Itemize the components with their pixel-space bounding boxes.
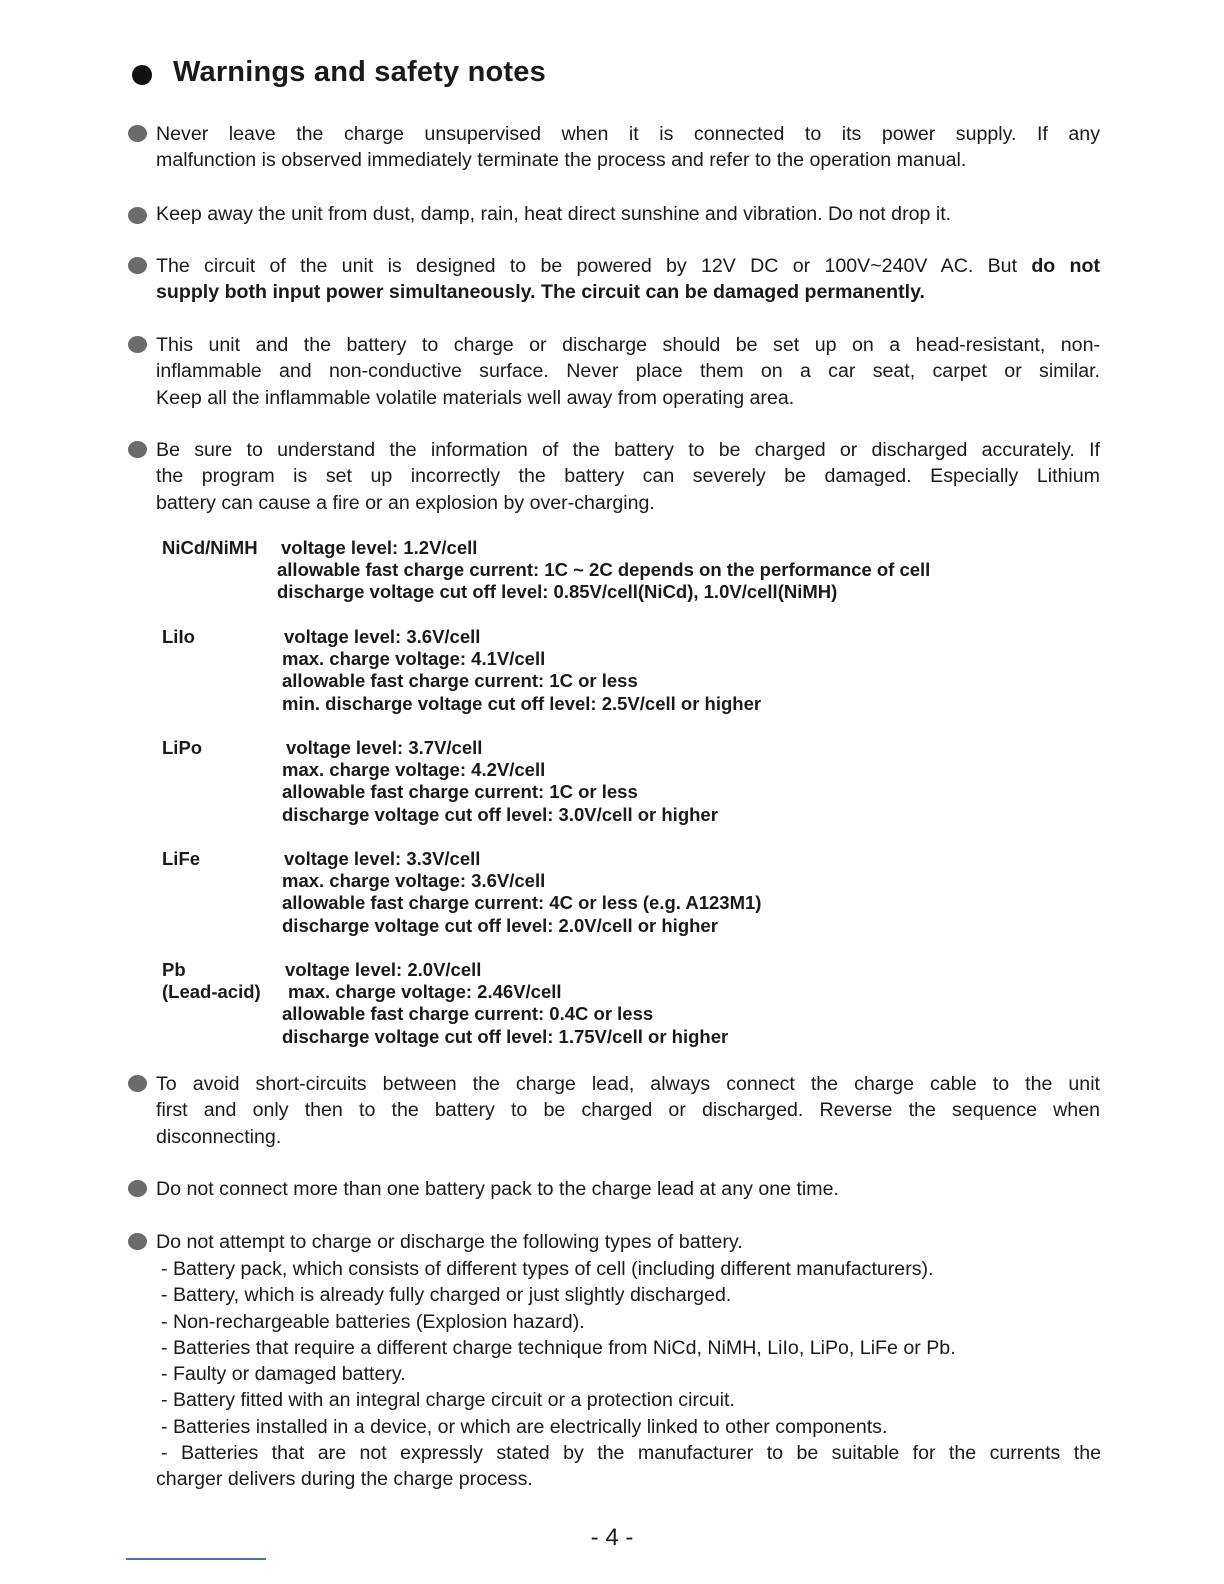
- list-item: - Batteries that require a different charge technique from NiCd, NiMH, LiIo, LiPo, LiFe or Pb.: [161, 1336, 956, 1359]
- list-item: - Faulty or damaged battery.: [161, 1363, 406, 1386]
- spec-battery-name: [162, 959, 261, 1003]
- warning-battery-types: [156, 1229, 1100, 1255]
- spec-line: allowable fast charge current: 4C or less (e.g. A123M1): [282, 892, 762, 914]
- spec-line: discharge voltage cut off level: 3.0V/cell or higher: [282, 803, 718, 825]
- spec-line: min. discharge voltage cut off level: 2.5V/cell or higher: [282, 692, 762, 714]
- spec-line: allowable fast charge current: 1C or less: [282, 670, 638, 692]
- warning-text-line: Be sure to understand the information of the battery to be charged or discharged accurately. If: [156, 439, 1100, 461]
- warning-emphasis-line: supply both input power simultaneously. The circuit can be damaged permanently.: [156, 281, 925, 304]
- warning-emphasis: do not: [1031, 255, 1101, 277]
- warning-text-line: first and only then to the battery to be charged or discharged. Reverse the sequence when: [156, 1099, 1100, 1122]
- bullet-icon: [128, 125, 147, 142]
- warning-text-line: [156, 253, 1100, 279]
- spec-line: max. charge voltage: 4.1V/cell: [282, 648, 546, 670]
- spec-line: max. charge voltage: 3.6V/cell: [282, 870, 546, 892]
- warning-text-line: To avoid short-circuits between the charge lead, always connect the charge cable to the unit: [156, 1073, 1100, 1095]
- list-item: - Battery fitted with an integral charge circuit or a protection circuit.: [161, 1389, 735, 1412]
- bullet-icon: [128, 441, 147, 458]
- list-item: - Batteries that are not expressly stated by the manufacturer to be suitable for the currents the: [161, 1442, 1101, 1465]
- bullet-icon: [128, 1180, 147, 1197]
- spec-line: max. charge voltage: 4.2V/cell: [282, 759, 546, 781]
- warning-unsupervised: [156, 121, 1100, 174]
- spec-battery-name: LiFe: [162, 848, 201, 869]
- spec-line: voltage level: 3.6V/cell: [284, 626, 481, 647]
- warning-text-line: Never leave the charge unsupervised when it is connected to its power supply. If any: [156, 123, 1100, 145]
- warning-text-line: the program is set up incorrectly the battery can severely be damaged. Especially Lithium: [156, 465, 1100, 488]
- footer-rule: [126, 1558, 266, 1560]
- bullet-icon: [128, 336, 147, 353]
- spec-battery-name-line: Pb: [162, 959, 186, 980]
- warning-text: The circuit of the unit is designed to be powered by 12V DC or 100V~240V AC. But: [156, 255, 1032, 277]
- list-item: - Batteries installed in a device, or which are electrically linked to other components.: [161, 1415, 888, 1438]
- spec-line: allowable fast charge current: 1C or less: [282, 781, 638, 803]
- spec-battery-name-line: (Lead-acid): [162, 981, 261, 1003]
- list-item-continuation: charger delivers during the charge process.: [156, 1468, 533, 1491]
- warning-text-line: Do not attempt to charge or discharge the following types of battery.: [156, 1231, 743, 1253]
- warning-power-input: [156, 253, 1100, 306]
- page-number: - 4 -: [590, 1524, 634, 1551]
- spec-line: discharge voltage cut off level: 0.85V/cell(NiCd), 1.0V/cell(NiMH): [277, 581, 838, 603]
- spec-line: voltage level: 3.3V/cell: [284, 848, 481, 869]
- warning-one-pack: [156, 1176, 1100, 1202]
- warning-text-line: disconnecting.: [156, 1125, 282, 1148]
- warning-short-circuit: [156, 1071, 1100, 1150]
- heading-bullet-icon: [132, 65, 152, 85]
- warning-text-line: This unit and the battery to charge or discharge should be set up on a head-resistant, non-: [156, 334, 1100, 356]
- warning-text-line: Do not connect more than one battery pack to the charge lead at any one time.: [156, 1178, 839, 1200]
- spec-battery-name: LiIo: [162, 626, 195, 647]
- warning-surface: [156, 332, 1100, 411]
- page-title: Warnings and safety notes: [173, 56, 546, 88]
- section-heading: [132, 56, 546, 89]
- warning-text-line: Keep all the inflammable volatile materials well away from operating area.: [156, 386, 795, 409]
- warning-battery-info: [156, 437, 1100, 516]
- spec-line: discharge voltage cut off level: 2.0V/cell or higher: [282, 914, 718, 936]
- prohibited-battery-list: [156, 1256, 1101, 1493]
- warning-text-line: Keep away the unit from dust, damp, rain, heat direct sunshine and vibration. Do not drop it.: [156, 203, 952, 225]
- bullet-icon: [128, 1075, 147, 1092]
- bullet-icon: [128, 207, 147, 224]
- spec-battery-name: LiPo: [162, 737, 203, 758]
- list-item: - Battery pack, which consists of different types of cell (including different manufacturers).: [161, 1258, 934, 1280]
- bullet-icon: [128, 1233, 147, 1250]
- spec-line: voltage level: 1.2V/cell: [281, 537, 478, 558]
- warning-text-line: battery can cause a fire or an explosion by over-charging.: [156, 491, 655, 514]
- list-item: - Battery, which is already fully charged or just slightly discharged.: [161, 1284, 732, 1307]
- spec-line: max. charge voltage: 2.46V/cell: [288, 981, 562, 1003]
- warning-environment: [156, 201, 1100, 227]
- spec-line: allowable fast charge current: 0.4C or less: [282, 1003, 654, 1025]
- spec-battery-name: NiCd/NiMH: [162, 537, 258, 558]
- spec-line: discharge voltage cut off level: 1.75V/cell or higher: [282, 1025, 729, 1047]
- warning-text-line: inflammable and non-conductive surface. Never place them on a car seat, carpet or similar.: [156, 360, 1100, 383]
- list-item: - Non-rechargeable batteries (Explosion hazard).: [161, 1310, 585, 1333]
- bullet-icon: [128, 257, 147, 274]
- spec-line: voltage level: 3.7V/cell: [286, 737, 483, 758]
- spec-line: voltage level: 2.0V/cell: [285, 959, 482, 980]
- warning-text-line: malfunction is observed immediately terminate the process and refer to the operation manual.: [156, 149, 967, 172]
- spec-line: allowable fast charge current: 1C ~ 2C depends on the performance of cell: [277, 559, 931, 581]
